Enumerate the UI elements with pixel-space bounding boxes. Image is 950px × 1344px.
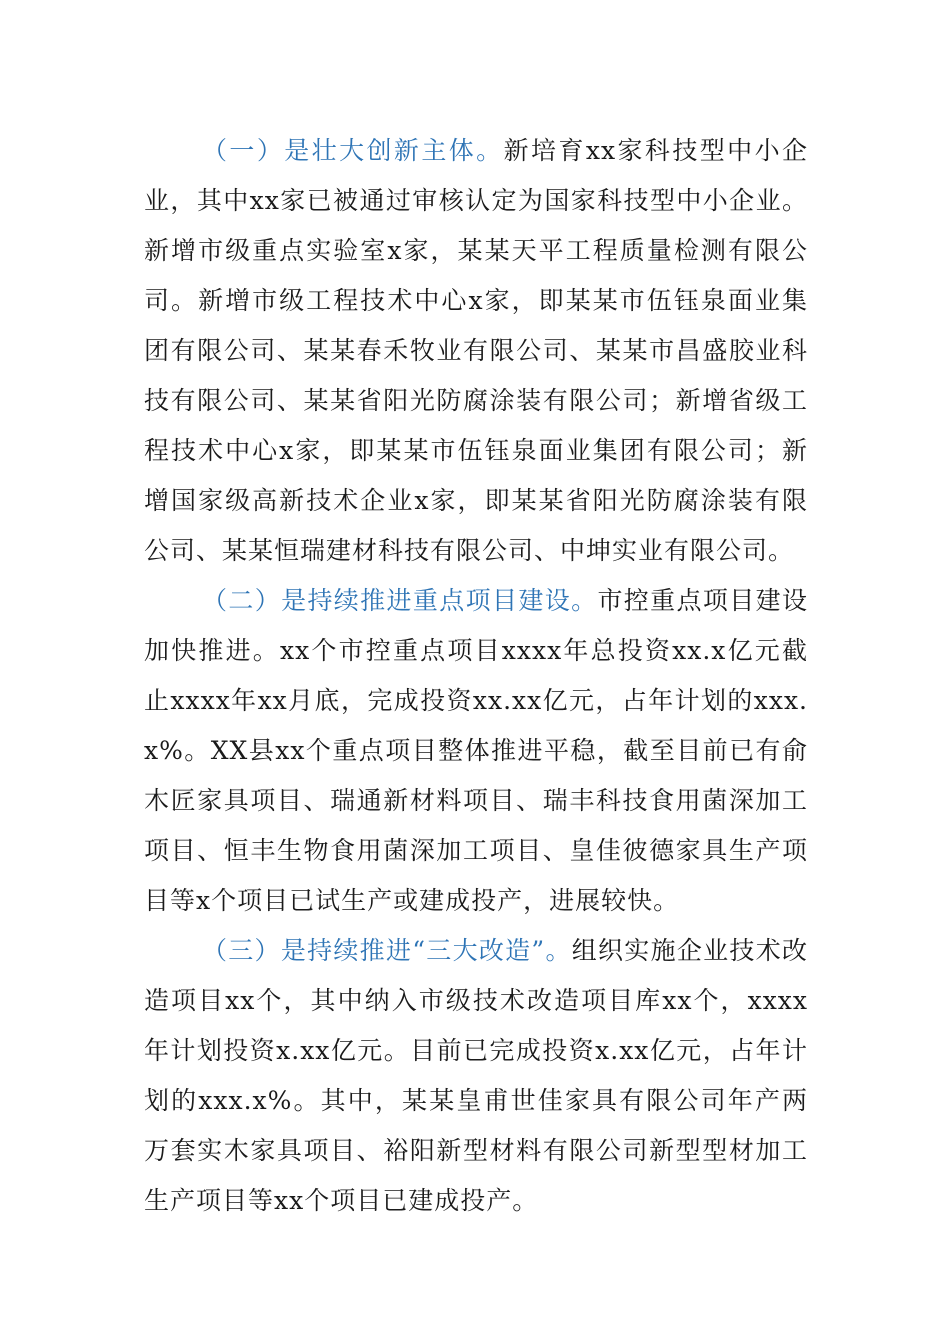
paragraph-3-body: 组织实施企业技术改造项目xx个，其中纳入市级技术改造项目库xx个，xxxx年计划投资x.xx亿元。目前已完成投资x.xx亿元，占年计划的xxx.x%。其中，某某皇甫世佳家具有限公司年产两万套实木家具项目、裕阳新型材料有限公司新型型材加工生产项目等xx个项目已建成投产。	[144, 936, 808, 1215]
paragraph-2-body: 市控重点项目建设加快推进。xx个市控重点项目xxxx年总投资xx.x亿元截止xxxx年xx月底，完成投资xx.xx亿元，占年计划的xxx.x%。XX县xx个重点项目整体推进平稳，截至目前已有俞木匠家具项目、瑞通新材料项目、瑞丰科技食用菌深加工项目、恒丰生物食用菌深加工项目、皇佳彼德家具生产项目等x个项目已试生产或建成投产，进展较快。	[144, 586, 808, 915]
paragraph-1-heading: （一）是壮大创新主体。	[202, 136, 504, 165]
paragraph-2-heading: （二）是持续推进重点项目建设。	[202, 586, 598, 615]
paragraph-1-body: 新培育xx家科技型中小企业，其中xx家已被通过审核认定为国家科技型中小企业。新增市级重点实验室x家，某某天平工程质量检测有限公司。新增市级工程技术中心x家，即某某市伍钰泉面业集团有限公司、某某春禾牧业有限公司、某某市昌盛胶业科技有限公司、某某省阳光防腐涂装有限公司；新增省级工程技术中心x家，即某某市伍钰泉面业集团有限公司；新增国家级高新技术企业x家，即某某省阳光防腐涂装有限公司、某某恒瑞建材科技有限公司、中坤实业有限公司。	[144, 136, 808, 565]
paragraph-3	[144, 926, 808, 1226]
paragraph-3-heading: （三）是持续推进“三大改造”。	[202, 936, 572, 965]
paragraph-1	[144, 126, 808, 576]
document-body	[144, 126, 808, 1226]
paragraph-2	[144, 576, 808, 926]
